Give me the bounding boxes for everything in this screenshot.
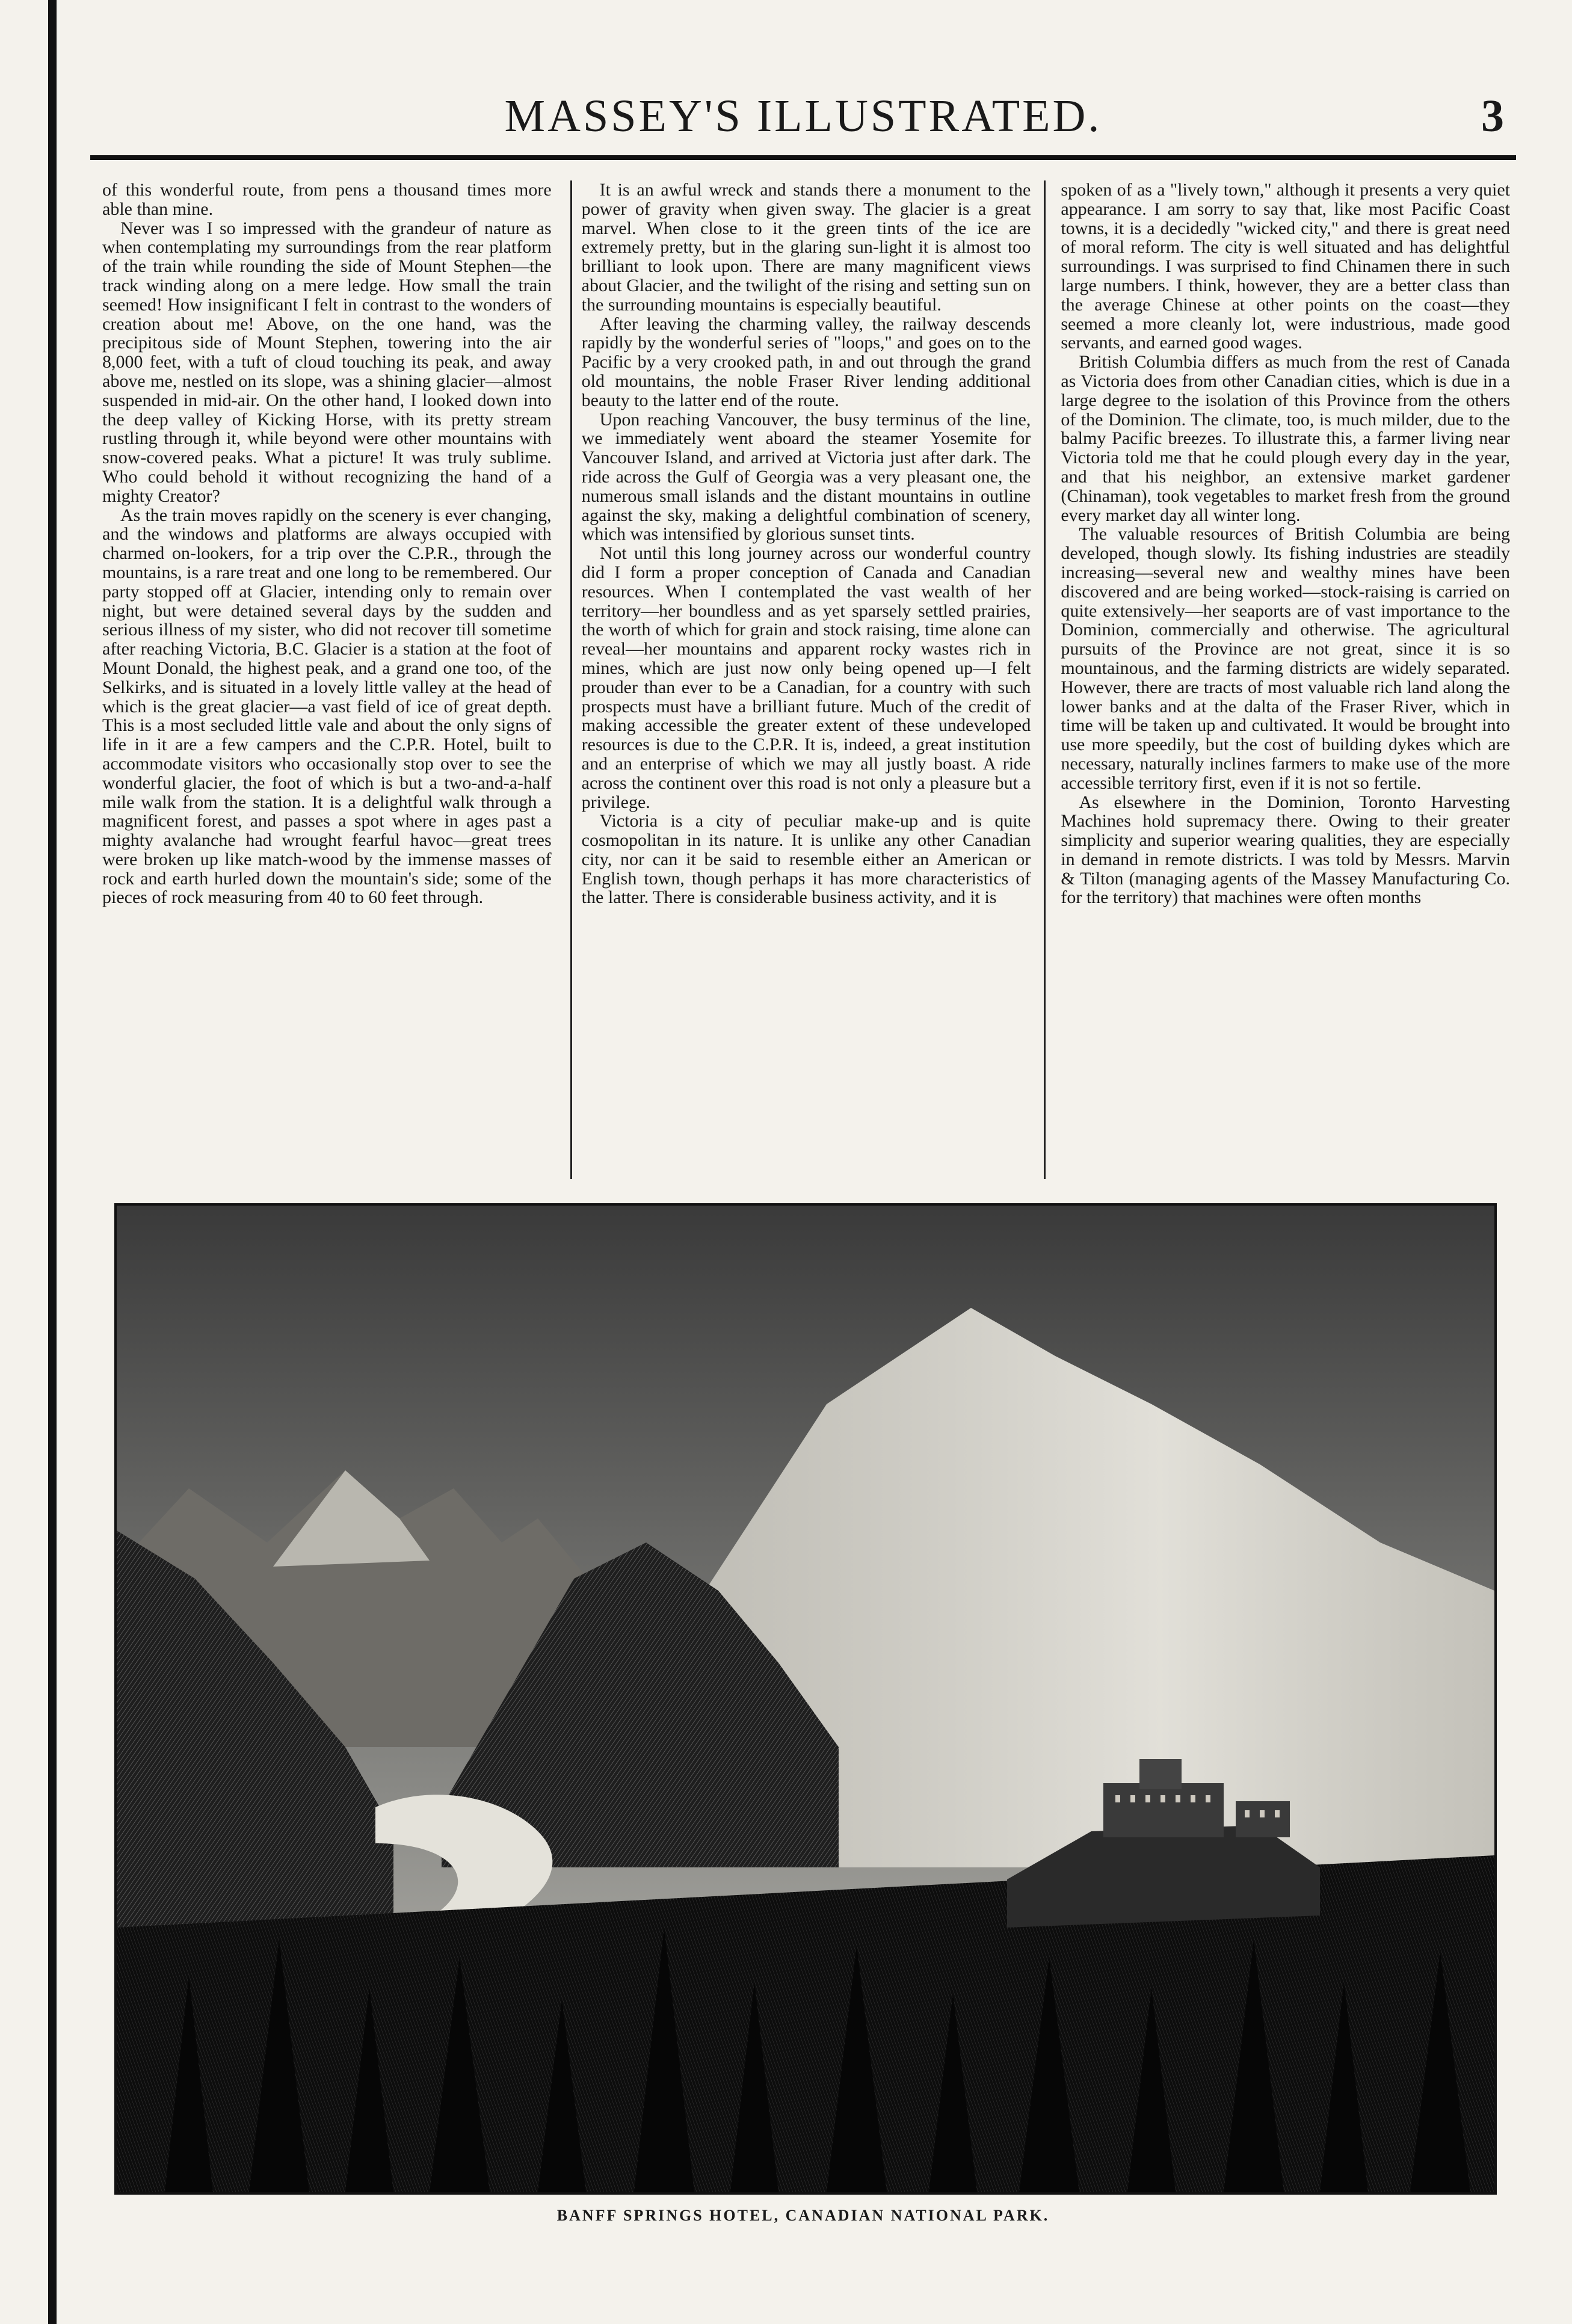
paragraph: Not until this long journey across our wonderful country did I form a proper conception of Canada and Canadian resources. When I contemplated the vast wealth of her territory—her boundless and as yet sparsely settled prairies, the worth of which for grain and stock raising, time alone can reveal—her mountains and apparent rocky wastes rich in mines, which are just now only being opened up—I felt prouder than ever to be a Canadian, for a country with such prospects must have a brilliant future. Much of the credit of making accessible the greater extent of these undeveloped resources is due to the C.P.R. It is, indeed, a great institution and an enterprise of which we may all justly boast. A ride across the continent over this road is not only a pleasure but a privilege. xyxy=(581,543,1031,812)
paragraph: Never was I so impressed with the grandeur of nature as when contemplating my surroundings from the rear platform of the train while rounding the side of Mount Stephen—the track winding along on a mere ledge. How small the train seemed! How insignificant I felt in contrast to the wonders of creation about me! Above, on the one hand, was the precipitous side of Mount Stephen, towering into the air 8,000 feet, with a tuft of cloud touching its peak, and away above me, nestled on its slope, was a shining glacier—almost suspended in mid-air. On the other hand, I looked down into the deep valley of Kicking Horse, with its pretty stream rustling through it, while beyond were other mountains with snow-covered peaks. What a picture! It was truly sublime. Who could behold it without recognizing the hand of a mighty Creator? xyxy=(102,218,552,506)
header-divider xyxy=(90,155,1516,160)
paragraph: British Columbia differs as much from the rest of Canada as Victoria does from other Canadian cities, which is due in a large degree to the isolation of this Province from the others of the Dominion. The climate, too, is much milder, due to the balmy Pacific breezes. To illustrate this, a farmer living near Victoria told me that he could plough every day in the year, and that his neighbor, an extensive market gardener (Chinaman), took vegetables to market fresh from the ground every market day all winter long. xyxy=(1061,352,1511,525)
column-1 xyxy=(102,180,552,1185)
page-header xyxy=(90,90,1516,156)
column-2 xyxy=(582,180,1031,1185)
article-columns xyxy=(102,180,1510,1185)
page-number: 3 xyxy=(1481,91,1504,141)
paragraph: After leaving the charming valley, the railway descends rapidly by the wonderful series of "loops," and goes on to the Pacific by a very crooked path, in and out through the grand old mountains, the noble Fraser River lending additional beauty to the latter end of the route. xyxy=(581,313,1031,410)
paragraph: of this wonderful route, from pens a thousand times more able than mine. xyxy=(102,180,552,219)
engraving-banff-springs-hotel xyxy=(114,1203,1497,2195)
column-divider xyxy=(1044,180,1046,1179)
paragraph: As elsewhere in the Dominion, Toronto Harvesting Machines hold supremacy there. Owing to their greater simplicity and superior wearing qualities, they are especially in demand in remote districts. I was told by Messrs. Marvin & Tilton (managing agents of the Massey Manufacturing Co. for the territory) that machines were often months xyxy=(1061,792,1511,908)
paragraph: Upon reaching Vancouver, the busy terminus of the line, we immediately went aboard the steamer Yosemite for Vancouver Island, and arrived at Victoria just after dark. The ride across the Gulf of Georgia was a very pleasant one, the numerous small islands and the distant mountains in outline against the sky, making a delightful combination of scenery, which was intensified by glorious sunset tints. xyxy=(581,409,1031,544)
masthead-title: MASSEY'S ILLUSTRATED. xyxy=(504,91,1102,141)
paragraph: The valuable resources of British Columbia are being developed, though slowly. Its fishing industries are steadily increasing—several new and wealthy mines have been discovered and are being worked—stock-raising is carried on quite extensively—her seaports are of vast importance to the Dominion, commercially and otherwise. The agricultural pursuits of the Province are not great, since it is so mountainous, and the farming districts are widely separated. However, there are tracts of most valuable rich land along the lower banks and at the dalta of the Fraser River, which in time will be taken up and cultivated. It would be brought into use more speedily, but the cost of building dykes which are necessary, naturally inclines farmers to make use of the more accessible territory first, even if it is not so fertile. xyxy=(1061,524,1511,793)
paragraph: As the train moves rapidly on the scenery is ever changing, and the windows and platforms are always occupied with charmed on-lookers, for a trip over the C.P.R., through the mountains, is a rare treat and one long to be remembered. Our party stopped off at Glacier, intending only to remain over night, but were detained several days by the sudden and serious illness of my sister, who did not recover till sometime after reaching Victoria, B.C. Glacier is a station at the foot of Mount Donald, the highest peak, and a grand one too, of the Selkirks, and is situated in a lovely little valley at the head of which is the great glacier—a vast field of ice of great depth. This is a most secluded little vale and about the only signs of life in it are a few campers and the C.P.R. Hotel, built to accommodate visitors who occasionally stop over to see the wonderful glacier, the foot of which is but a two-and-a-half mile walk from the station. It is a delightful walk through a magnificent forest, and passes a spot where in ages past a mighty avalanche had wrought fearful havoc—great trees were broken up like match-wood by the immense masses of rock and earth hurled down the mountain's side; some of the pieces of rock measuring from 40 to 60 feet through. xyxy=(102,505,552,908)
column-3 xyxy=(1061,180,1510,1185)
page-edge-rule xyxy=(48,0,57,2324)
engraving-illustration xyxy=(117,1206,1494,2192)
paragraph: spoken of as a "lively town," although it presents a very quiet appearance. I am sorry to say that, like most Pacific Coast towns, it is a decidedly "wicked city," and there is great need of moral reform. The city is well situated and has delightful surroundings. I was surprised to find Chinamen there in such large numbers. I think, however, they are a better class than the average Chinese at other points on the coast—they seemed a more cleanly lot, were industrious, made good servants, and earned good wages. xyxy=(1061,180,1511,353)
paragraph: It is an awful wreck and stands there a monument to the power of gravity when given sway. The glacier is a great marvel. When close to it the green tints of the ice are extremely pretty, but in the glaring sun-light it is almost too brilliant to look upon. There are many magnificent views about Glacier, and the twilight of the rising and setting sun on the surrounding mountains is especially beautiful. xyxy=(581,180,1031,315)
figure-caption: BANFF SPRINGS HOTEL, CANADIAN NATIONAL PARK. xyxy=(556,2207,1050,2224)
column-divider xyxy=(570,180,572,1179)
paragraph: Victoria is a city of peculiar make-up and is quite cosmopolitan in its nature. It is unlike any other Canadian city, nor can it be said to resemble either an American or English town, though perhaps it has more characteristics of the latter. There is considerable business activity, and it is xyxy=(581,811,1031,908)
